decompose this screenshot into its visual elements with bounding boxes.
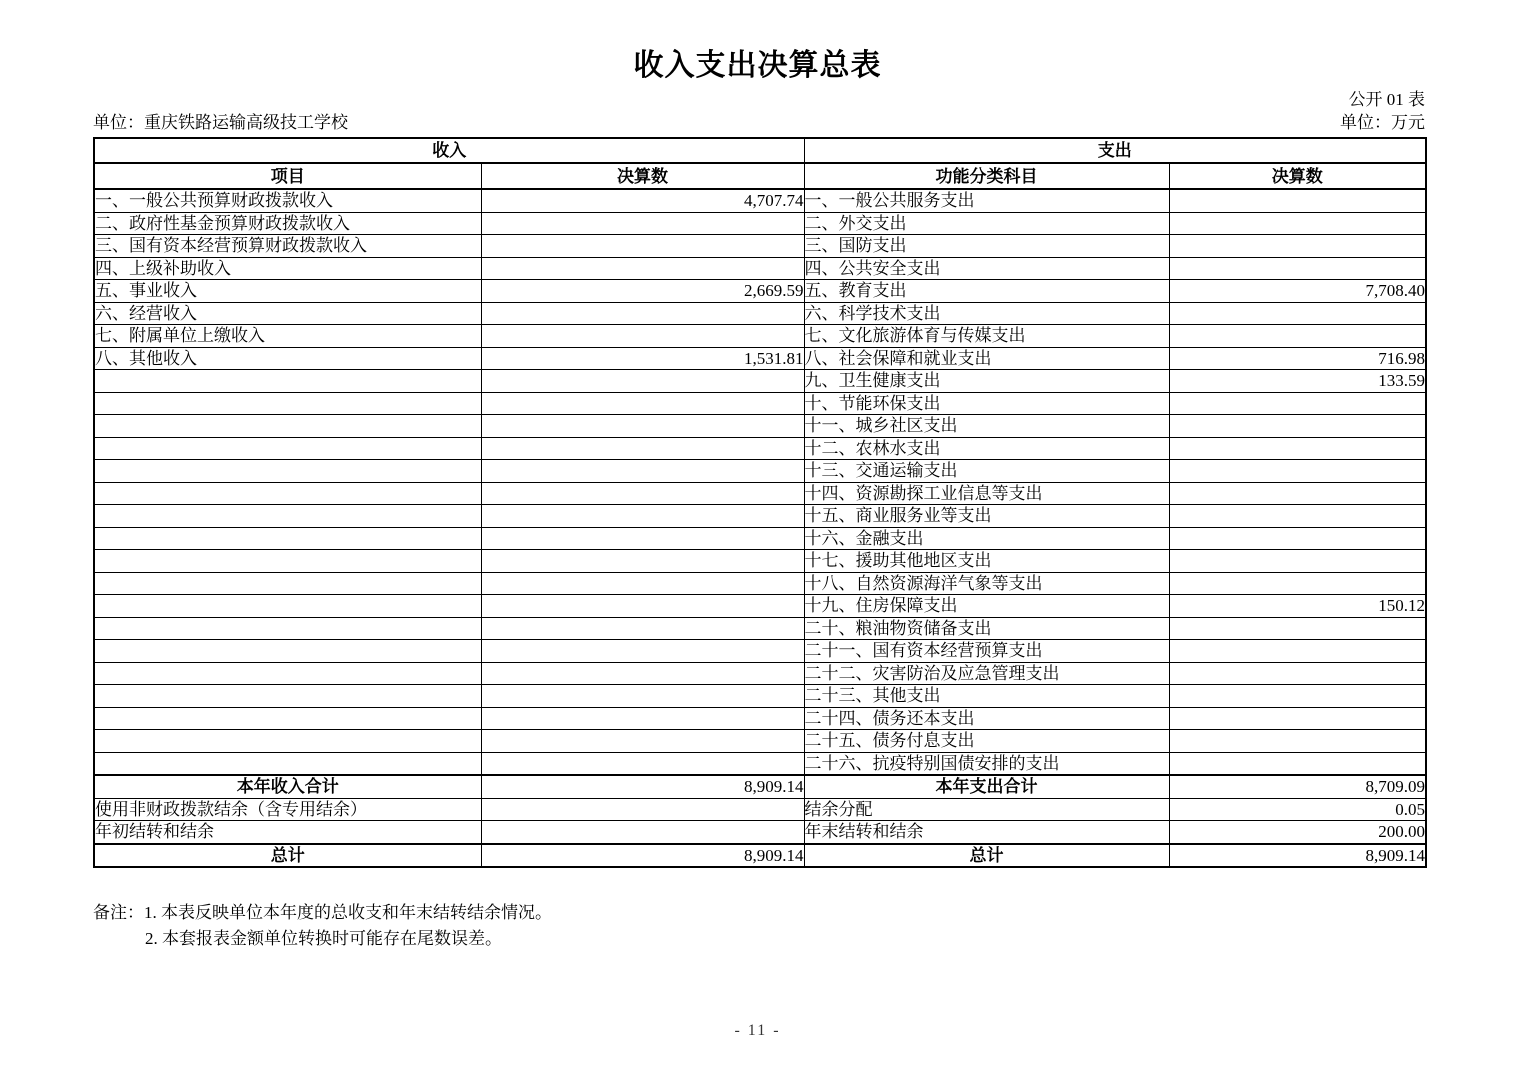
table-row	[94, 257, 1426, 280]
expense-item-cell: 二十三、其他支出	[804, 685, 1169, 708]
table-row	[94, 347, 1426, 370]
income-value-cell	[481, 550, 804, 573]
expense-item-cell: 十六、金融支出	[804, 527, 1169, 550]
income-item-cell	[94, 482, 481, 505]
table-row	[94, 572, 1426, 595]
expense-item-cell: 十三、交通运输支出	[804, 460, 1169, 483]
expense-item-cell: 十、节能环保支出	[804, 392, 1169, 415]
expense-value-cell: 716.98	[1169, 347, 1426, 370]
table-section-header-row	[94, 138, 1426, 163]
expense-value-cell	[1169, 482, 1426, 505]
expense-value-cell	[1169, 212, 1426, 235]
income-value-cell	[481, 437, 804, 460]
income-item-cell: 一、一般公共预算财政拨款收入	[94, 189, 481, 212]
expense-item-cell: 七、文化旅游体育与传媒支出	[804, 325, 1169, 348]
note-2-text: 2. 本套报表金额单位转换时可能存在尾数误差。	[145, 929, 502, 948]
expense-item-cell: 十二、农林水支出	[804, 437, 1169, 460]
income-value-cell	[481, 595, 804, 618]
expense-value-cell	[1169, 415, 1426, 438]
expense-item-cell: 二十二、灾害防治及应急管理支出	[804, 662, 1169, 685]
table-row	[94, 460, 1426, 483]
table-row	[94, 730, 1426, 753]
income-item-cell: 四、上级补助收入	[94, 257, 481, 280]
expense-value-cell: 8,909.14	[1169, 844, 1426, 868]
income-item-cell	[94, 572, 481, 595]
income-value-cell: 8,909.14	[481, 775, 804, 798]
table-code-label: 公开 01 表	[1348, 90, 1425, 109]
notes-block	[93, 900, 1425, 952]
expense-item-cell: 二十五、债务付息支出	[804, 730, 1169, 753]
expense-item-cell: 结余分配	[804, 798, 1169, 821]
table-row	[94, 302, 1426, 325]
income-item-cell	[94, 505, 481, 528]
expense-value-cell: 150.12	[1169, 595, 1426, 618]
expense-value-cell	[1169, 257, 1426, 280]
table-total-row	[94, 775, 1426, 798]
income-value-cell	[481, 302, 804, 325]
table-row	[94, 280, 1426, 303]
income-item-cell	[94, 595, 481, 618]
expense-item-cell: 四、公共安全支出	[804, 257, 1169, 280]
income-item-cell	[94, 617, 481, 640]
section-header-income: 收入	[94, 138, 804, 163]
income-item-cell: 二、政府性基金预算财政拨款收入	[94, 212, 481, 235]
table-column-header-row	[94, 163, 1426, 189]
income-value-cell	[481, 640, 804, 663]
col-header-income-value: 决算数	[481, 163, 804, 189]
income-item-cell	[94, 370, 481, 393]
expense-value-cell	[1169, 617, 1426, 640]
income-item-cell	[94, 662, 481, 685]
expense-item-cell: 十四、资源勘探工业信息等支出	[804, 482, 1169, 505]
note-1-text: 1. 本表反映单位本年度的总收支和年末结转结余情况。	[144, 903, 552, 922]
expense-value-cell	[1169, 685, 1426, 708]
expense-item-cell: 八、社会保障和就业支出	[804, 347, 1169, 370]
table-row	[94, 437, 1426, 460]
page-title: 收入支出决算总表	[633, 49, 882, 82]
table-row	[94, 505, 1426, 528]
income-item-cell	[94, 730, 481, 753]
table-row	[94, 527, 1426, 550]
table-total-row	[94, 844, 1426, 868]
expense-item-cell: 总计	[804, 844, 1169, 868]
income-value-cell	[481, 527, 804, 550]
section-header-expense: 支出	[804, 138, 1426, 163]
income-item-cell: 使用非财政拨款结余（含专用结余）	[94, 798, 481, 821]
income-value-cell	[481, 257, 804, 280]
expense-value-cell	[1169, 730, 1426, 753]
expense-item-cell: 九、卫生健康支出	[804, 370, 1169, 393]
expense-item-cell: 本年支出合计	[804, 775, 1169, 798]
table-row	[94, 550, 1426, 573]
income-value-cell	[481, 730, 804, 753]
expense-value-cell	[1169, 302, 1426, 325]
table-row	[94, 235, 1426, 258]
expense-value-cell	[1169, 527, 1426, 550]
expense-item-cell: 十八、自然资源海洋气象等支出	[804, 572, 1169, 595]
expense-value-cell	[1169, 437, 1426, 460]
table-row	[94, 685, 1426, 708]
income-item-cell: 年初结转和结余	[94, 821, 481, 844]
income-value-cell	[481, 662, 804, 685]
income-value-cell	[481, 798, 804, 821]
expense-value-cell	[1169, 505, 1426, 528]
income-item-cell: 六、经营收入	[94, 302, 481, 325]
income-value-cell	[481, 617, 804, 640]
table-row	[94, 325, 1426, 348]
income-value-cell: 4,707.74	[481, 189, 804, 212]
expense-item-cell: 十九、住房保障支出	[804, 595, 1169, 618]
expense-value-cell: 200.00	[1169, 821, 1426, 844]
expense-value-cell	[1169, 662, 1426, 685]
income-value-cell	[481, 370, 804, 393]
col-header-expense-value: 决算数	[1169, 163, 1426, 189]
expense-value-cell	[1169, 235, 1426, 258]
unit-line	[93, 112, 1425, 134]
income-item-cell	[94, 460, 481, 483]
income-value-cell	[481, 460, 804, 483]
income-value-cell	[481, 392, 804, 415]
table-row	[94, 798, 1426, 821]
expense-value-cell	[1169, 572, 1426, 595]
table-row	[94, 415, 1426, 438]
unit-currency-label: 单位：万元	[1340, 113, 1425, 132]
expense-value-cell	[1169, 392, 1426, 415]
table-row	[94, 821, 1426, 844]
income-item-cell: 七、附属单位上缴收入	[94, 325, 481, 348]
table-row	[94, 370, 1426, 393]
table-row	[94, 189, 1426, 212]
income-item-cell	[94, 640, 481, 663]
income-item-cell	[94, 437, 481, 460]
income-value-cell: 8,909.14	[481, 844, 804, 868]
expense-value-cell: 8,709.09	[1169, 775, 1426, 798]
income-item-cell: 八、其他收入	[94, 347, 481, 370]
income-item-cell	[94, 752, 481, 775]
income-item-cell	[94, 392, 481, 415]
expense-item-cell: 三、国防支出	[804, 235, 1169, 258]
table-row	[94, 392, 1426, 415]
income-value-cell	[481, 212, 804, 235]
page-number: - 11 -	[734, 1022, 781, 1039]
income-value-cell	[481, 821, 804, 844]
income-value-cell	[481, 505, 804, 528]
expense-item-cell: 十七、援助其他地区支出	[804, 550, 1169, 573]
expense-value-cell	[1169, 550, 1426, 573]
table-row	[94, 212, 1426, 235]
document-content	[93, 90, 1425, 952]
table-row	[94, 752, 1426, 775]
expense-value-cell	[1169, 640, 1426, 663]
expense-item-cell: 十五、商业服务业等支出	[804, 505, 1169, 528]
income-value-cell	[481, 325, 804, 348]
income-value-cell	[481, 415, 804, 438]
expense-item-cell: 年末结转和结余	[804, 821, 1169, 844]
expense-item-cell: 十一、城乡社区支出	[804, 415, 1169, 438]
income-value-cell	[481, 685, 804, 708]
income-item-cell	[94, 550, 481, 573]
income-value-cell	[481, 482, 804, 505]
income-item-cell: 总计	[94, 844, 481, 868]
expense-value-cell	[1169, 460, 1426, 483]
table-row	[94, 617, 1426, 640]
income-value-cell	[481, 752, 804, 775]
revenue-expenditure-table	[93, 137, 1427, 868]
notes-label: 备注：	[93, 903, 144, 922]
expense-value-cell	[1169, 325, 1426, 348]
expense-item-cell: 六、科学技术支出	[804, 302, 1169, 325]
expense-item-cell: 五、教育支出	[804, 280, 1169, 303]
table-row	[94, 662, 1426, 685]
income-item-cell	[94, 415, 481, 438]
unit-organization-label: 单位：重庆铁路运输高级技工学校	[93, 113, 348, 132]
income-value-cell: 1,531.81	[481, 347, 804, 370]
income-item-cell	[94, 707, 481, 730]
income-item-cell: 本年收入合计	[94, 775, 481, 798]
expense-value-cell: 133.59	[1169, 370, 1426, 393]
income-value-cell	[481, 572, 804, 595]
expense-item-cell: 二十六、抗疫特别国债安排的支出	[804, 752, 1169, 775]
expense-item-cell: 二十一、国有资本经营预算支出	[804, 640, 1169, 663]
income-item-cell	[94, 685, 481, 708]
income-item-cell: 五、事业收入	[94, 280, 481, 303]
table-row	[94, 595, 1426, 618]
income-value-cell	[481, 707, 804, 730]
col-header-expense-item: 功能分类科目	[804, 163, 1169, 189]
income-value-cell	[481, 235, 804, 258]
income-value-cell: 2,669.59	[481, 280, 804, 303]
expense-value-cell: 0.05	[1169, 798, 1426, 821]
table-row	[94, 482, 1426, 505]
income-item-cell: 三、国有资本经营预算财政拨款收入	[94, 235, 481, 258]
expense-value-cell: 7,708.40	[1169, 280, 1426, 303]
expense-value-cell	[1169, 189, 1426, 212]
expense-item-cell: 二十、粮油物资储备支出	[804, 617, 1169, 640]
income-item-cell	[94, 527, 481, 550]
expense-value-cell	[1169, 707, 1426, 730]
table-row	[94, 640, 1426, 663]
note-line-1	[93, 900, 1425, 926]
table-row	[94, 707, 1426, 730]
col-header-income-item: 项目	[94, 163, 481, 189]
expense-item-cell: 一、一般公共服务支出	[804, 189, 1169, 212]
expense-item-cell: 二、外交支出	[804, 212, 1169, 235]
expense-item-cell: 二十四、债务还本支出	[804, 707, 1169, 730]
expense-value-cell	[1169, 752, 1426, 775]
